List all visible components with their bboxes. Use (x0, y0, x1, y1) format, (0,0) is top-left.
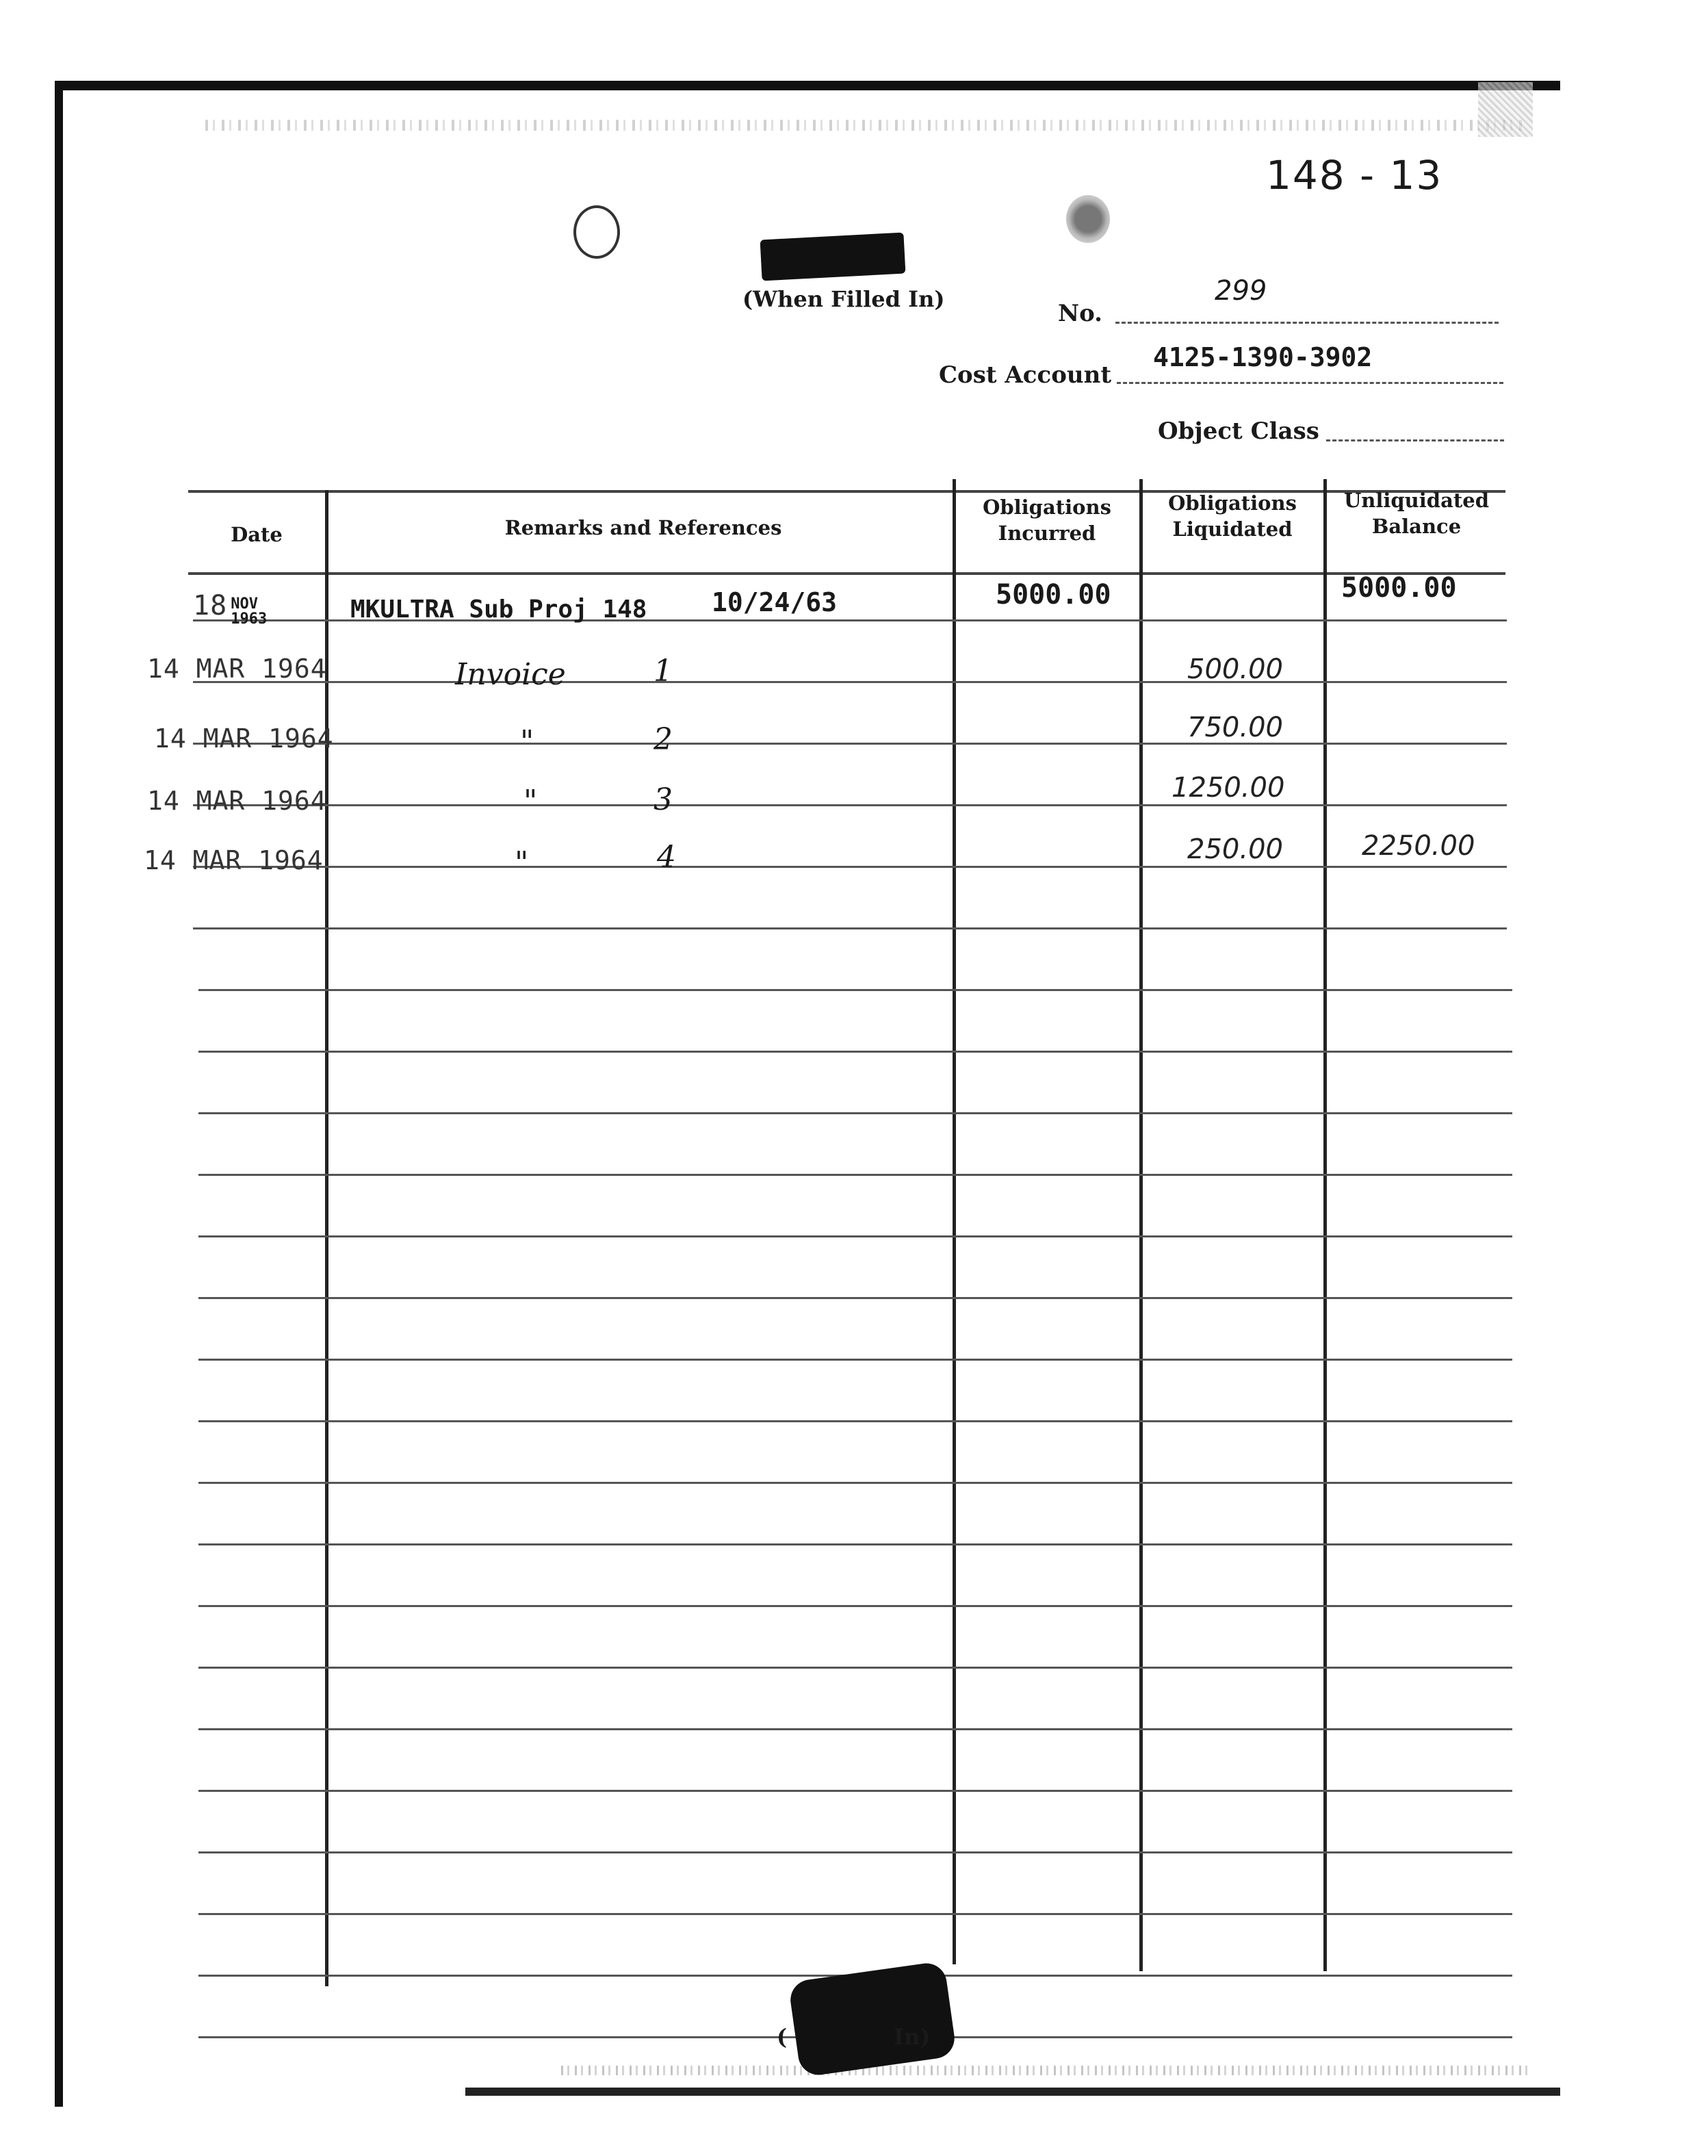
redaction-mark (760, 233, 906, 281)
scan-border-bottom (465, 2088, 1560, 2096)
header-date: Date (231, 523, 283, 546)
punch-hole (573, 205, 620, 259)
row-1-balance: 5000.00 (1341, 572, 1457, 604)
date-month: NOV (231, 595, 259, 613)
column-divider (325, 490, 328, 1986)
row-1-incurred: 5000.00 (996, 579, 1111, 611)
ledger-rule (198, 1482, 1512, 1484)
ledger-rule (198, 1359, 1512, 1361)
ledger-rule (198, 1790, 1512, 1792)
header-line: Obligations (1168, 491, 1297, 515)
row-4-liquidated: 1250.00 (1172, 772, 1285, 804)
row-5-date: 14 MAR 1964 (144, 845, 324, 875)
header-bottom-rule (188, 572, 1505, 575)
ledger-rule (198, 1420, 1512, 1422)
scan-noise-bottom (561, 2066, 1533, 2075)
date-month-year (231, 597, 267, 627)
ledger-rule (198, 1235, 1512, 1237)
row-5-liquidated: 250.00 (1187, 834, 1283, 865)
cost-account-underline (1117, 382, 1503, 384)
ledger-rule (193, 743, 1507, 745)
scan-noise-top (205, 120, 1526, 131)
cost-account-label: Cost Account (939, 361, 1112, 389)
header-line: Liquidated (1172, 517, 1293, 541)
header-obligations-incurred (958, 494, 1136, 546)
punch-hole (1066, 195, 1110, 243)
scan-border-top (55, 81, 1560, 90)
row-4-remarks-number: 3 (654, 782, 673, 817)
ledger-rule (198, 1112, 1512, 1114)
ledger-rule (198, 1174, 1512, 1176)
row-5-remarks: " (515, 845, 529, 880)
ledger-rule (198, 1667, 1512, 1669)
row-5-balance: 2250.00 (1362, 830, 1475, 862)
ledger-rule (198, 1851, 1512, 1853)
row-4-remarks: " (523, 784, 538, 819)
row-2-liquidated: 500.00 (1187, 654, 1283, 685)
column-divider (953, 479, 956, 1964)
ledger-rule (198, 1605, 1512, 1607)
header-obligations-liquidated (1144, 490, 1321, 542)
scan-noise-corner (1478, 82, 1533, 137)
header-line: Incurred (998, 522, 1096, 545)
column-divider (1139, 479, 1143, 1971)
object-class-underline (1326, 439, 1504, 441)
row-1-date (193, 590, 267, 627)
ledger-rule (198, 1913, 1512, 1915)
ledger-rule (198, 989, 1512, 991)
redaction-mark (788, 1961, 957, 2078)
ledger-rule (193, 866, 1507, 868)
header-unliquidated-balance (1328, 487, 1505, 539)
no-value: 299 (1215, 275, 1267, 307)
scan-border-left (55, 81, 63, 2107)
header-line: Unliquidated (1344, 489, 1489, 512)
header-remarks: Remarks and References (504, 516, 782, 539)
ledger-rule (193, 927, 1507, 929)
row-4-date: 14 MAR 1964 (147, 786, 327, 816)
classification-note: (When Filled In) (742, 286, 945, 312)
row-2-remarks-number: 1 (654, 654, 673, 689)
row-1-remarks-date: 10/24/63 (712, 587, 838, 617)
row-2-date: 14 MAR 1964 (147, 654, 327, 684)
ledger-rule (198, 1051, 1512, 1053)
classification-note-bottom: ( In) (777, 2024, 931, 2050)
row-1-remarks: MKULTRA Sub Proj 148 (350, 595, 647, 624)
object-class-label: Object Class (1158, 418, 1319, 445)
ledger-rule (193, 681, 1507, 683)
row-2-remarks: Invoice (455, 657, 566, 692)
row-3-remarks: " (520, 724, 534, 759)
cost-account-value: 4125-1390-3902 (1153, 342, 1373, 372)
document-number: 148 - 13 (1266, 152, 1443, 198)
no-label: No. (1058, 300, 1102, 327)
no-underline (1115, 322, 1499, 324)
row-3-remarks-number: 2 (654, 722, 673, 757)
date-day: 18 (193, 590, 228, 621)
ledger-rule (198, 1297, 1512, 1299)
ledger-rule (193, 804, 1507, 806)
ledger-rule (198, 1728, 1512, 1730)
row-3-date: 14 MAR 1964 (154, 723, 334, 754)
header-line: Obligations (983, 496, 1111, 519)
column-divider (1323, 479, 1327, 1971)
date-year: 1963 (231, 610, 268, 628)
ledger-rule (198, 1543, 1512, 1545)
header-line: Balance (1371, 515, 1462, 538)
row-3-liquidated: 750.00 (1187, 712, 1283, 743)
row-5-remarks-number: 4 (657, 840, 676, 875)
